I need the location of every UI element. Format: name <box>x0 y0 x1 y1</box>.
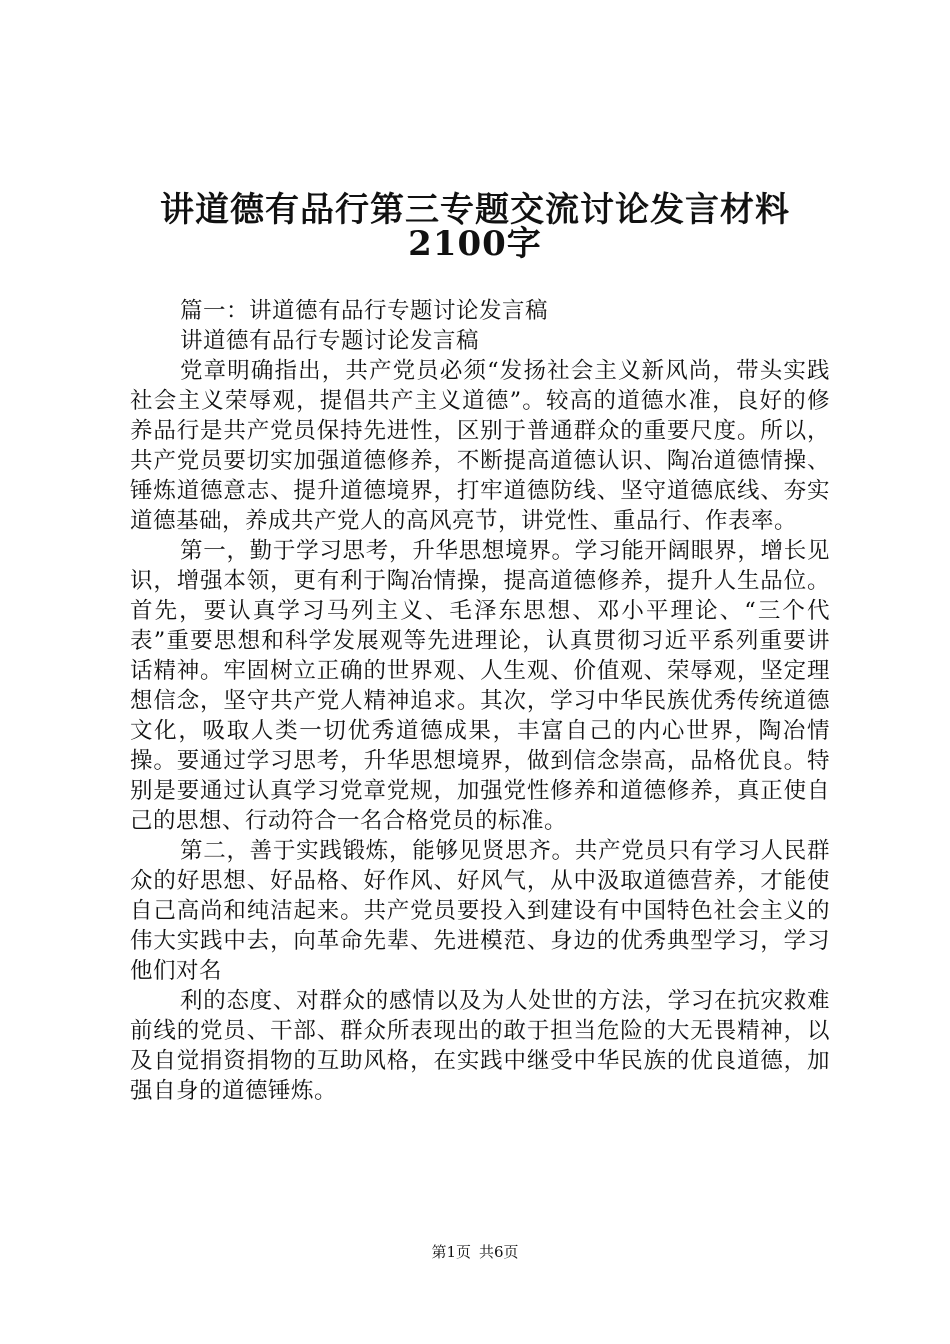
body-paragraph: 第二，善于实践锻炼，能够见贤思齐。共产党员只有学习人民群众的好思想、好品格、好作风、好风气，从中汲取道德营养，才能使自己高尚和纯洁起来。共产党员要投入到建设有中国特色社会主义的伟大实践中去，向革命先辈、先进模范、身边的优秀典型学习，学习他们对名 <box>130 838 830 984</box>
body-paragraph: 党章明确指出，共产党员必须“发扬社会主义新风尚，带头实践社会主义荣辱观，提倡共产主义道德”。较高的道德水准，良好的修养品行是共产党员保持先进性，区别于普通群众的重要尺度。所以，共产党员要切实加强道德修养，不断提高道德认识、陶冶道德情操、锤炼道德意志、提升道德境界，打牢道德防线、坚守道德底线、夯实道德基础，养成共产党人的高风亮节，讲党性、重品行、作表率。 <box>130 358 830 534</box>
body-paragraph: 第一，勤于学习思考，升华思想境界。学习能开阔眼界，增长见识，增强本领，更有利于陶冶情操，提高道德修养，提升人生品位。首先，要认真学习马列主义、毛泽东思想、邓小平理论、“三个代表”重要思想和科学发展观等先进理论，认真贯彻习近平系列重要讲话精神。牢固树立正确的世界观、人生观、价值观、荣辱观，坚定理想信念，坚守共产党人精神追求。其次，学习中华民族优秀传统道德文化，吸取人类一切优秀道德成果，丰富自己的内心世界，陶冶情操。要通过学习思考，升华思想境界，做到信念崇高，品格优良。特别是要通过认真学习党章党规，加强党性修养和道德修养，真正使自己的思想、行动符合一名合格党员的标准。 <box>130 538 830 834</box>
page-total: 共6页 <box>479 1243 519 1261</box>
sub-heading: 讲道德有品行专题讨论发言稿 <box>180 328 480 354</box>
section-heading: 篇一：讲道德有品行专题讨论发言稿 <box>180 298 549 324</box>
document-title: 讲道德有品行第三专题交流讨论发言材料 <box>160 190 790 230</box>
document-body <box>130 296 830 1106</box>
page-footer <box>0 1242 950 1262</box>
page-number: 第1页 <box>431 1243 471 1261</box>
body-paragraph: 利的态度、对群众的感情以及为人处世的方法，学习在抗灾救难前线的党员、干部、群众所表现出的敢于担当危险的大无畏精神，以及自觉捐资捐物的互助风格，在实践中继受中华民族的优良道德，加强自身的道德锤炼。 <box>130 988 830 1104</box>
document-title-wordcount: 2100字 <box>408 224 542 264</box>
